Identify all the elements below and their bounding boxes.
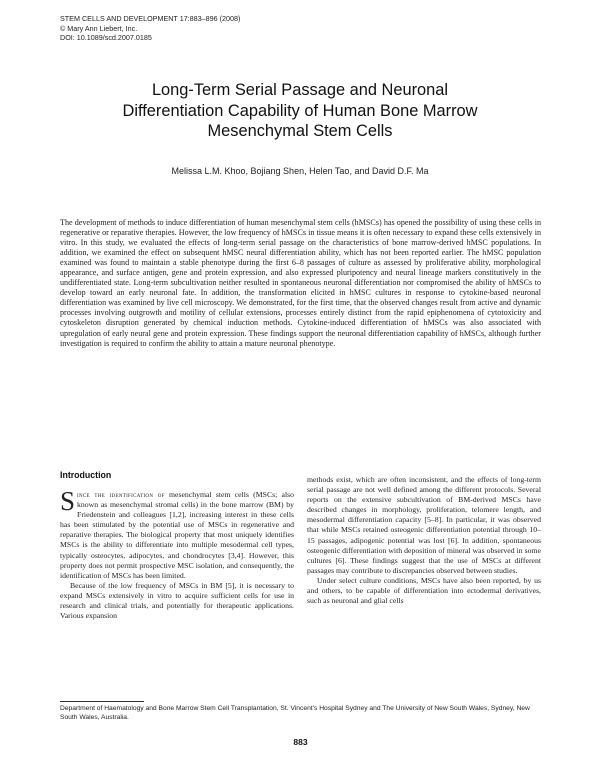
author-list: Melissa L.M. Khoo, Bojiang Shen, Helen Tao, and David D.F. Ma (171, 166, 429, 176)
footnote-divider (60, 701, 144, 702)
section-heading-introduction: Introduction (60, 470, 112, 480)
title-line: Mesenchymal Stem Cells (207, 122, 393, 140)
intro-paragraph-3: methods exist, which are often inconsistent, and the effects of long-term serial passage are not well defined among the different protocols. Several reports on the extensive subcultivation of BM-derived MSCs have described changes in morphology, proliferation, telomere length, and mesodermal differentiation capacity [5–8]. In particular, it was observed that while MSCs retained osteogenic differentiation potential through 10–15 passages, adipogenic potential was lost [6]. In addition, spontaneous osteogenic differentiation with deposition of mineral was observed in some cultures [6]. These findings suggest that the use of MSCs at different passages may contribute to discrepancies observed between studies. (307, 475, 541, 575)
intro-paragraph-1 (60, 486, 295, 581)
journal-header (60, 14, 240, 43)
title-line: Long-Term Serial Passage and Neuronal (151, 81, 449, 99)
title-line: Differentiation Capability of Human Bone Marrow (122, 101, 478, 120)
journal-doi: DOI: 10.1089/scd.2007.0185 (60, 33, 152, 43)
intro-paragraph-1-text: mesenchymal stem cells (MSCs; also known as mesenchymal stromal cells) in the bone marrow (BM) by Friedenstein and colleagues [1,2], increasing interest in these cells has been stimulated by the potential use of MSCs in regenerative and reparative therapies. The biological property that most uniquely identifies MSCs is the ability to differentiate into multiple mesodermal cell types, typically osteocytes, adipocytes, and chondrocytes [3,4]. However, this property does not permit prospective MSC isolation, and consequently, the identification of MSCs has been limited. (60, 490, 295, 580)
journal-copyright: © Mary Ann Liebert, Inc. (60, 23, 138, 33)
intro-smallcaps: ince the identification of (77, 490, 165, 499)
intro-paragraph-2: Because of the low frequency of MSCs in BM [5], it is necessary to expand MSCs extensively in vitro to acquire sufficient cells for use in research and clinical trials, and potentially for therapeutic applications. Various expansion (60, 580, 294, 621)
abstract: The development of methods to induce differentiation of human mesenchymal stem cells (hMSCs) has opened the possibility of using these cells in regenerative or reparative therapies. However, the low frequency of hMSCs in tissue means it is often necessary to expand these cells extensively in vitro. In this study, we evaluated the effects of long-term serial passage on the characteristics of bone marrow-derived hMSC populations. In addition, we examined the effect on subsequent hMSC neural differentiation ability, which has not been reported earlier. The hMSC population examined was found to maintain a stable phenotype during the first 6–8 passages of culture as assessed by proliferative ability, morphological appearance, and surface antigen, gene and protein expression, and also expressed pluripotency and neural lineage markers constitutively in the undifferentiated state. Long-term subcultivation neither resulted in spontaneous neuronal differentiation nor compromised the ability of hMSCs to develop toward an early neuronal fate. In addition, the transformation elicited in hMSC cultures in response to cytokine-based neuronal differentiation was examined by live cell microscopy. We demonstrated, for the first time, that the observed changes result from active and dynamic processes involving outgrowth and motility of cellular extensions, processes entirely distinct from the rapid epiphenomena of cytotoxicity and cytoskeleton disruption generated by chemical induction methods. Cytokine-induced differentiation of hMSCs was also associated with upregulation of early neural gene and protein expression. These findings support the neuronal differentiation capability of hMSCs, although further investigation is required to confirm the ability to attain a mature neuronal phenotype. (60, 218, 541, 348)
journal-citation: STEM CELLS AND DEVELOPMENT 17:883–896 (2008) (60, 14, 241, 23)
text-column-right (307, 475, 541, 606)
text-column-left (60, 486, 295, 621)
page-number: 883 (293, 737, 308, 747)
article-title (60, 80, 540, 142)
intro-paragraph-4: Under select culture conditions, MSCs have also been reported, by us and others, to be capable of differentiation into ectodermal derivatives, such as neuronal and glial cells (307, 575, 541, 606)
drop-cap: S (60, 486, 76, 516)
affiliation-footnote: Department of Haematology and Bone Marrow Stem Cell Transplantation, St. Vincent’s Hospital Sydney and The University of New South Wales, Sydney, New South Wales, Australia. (60, 705, 530, 721)
